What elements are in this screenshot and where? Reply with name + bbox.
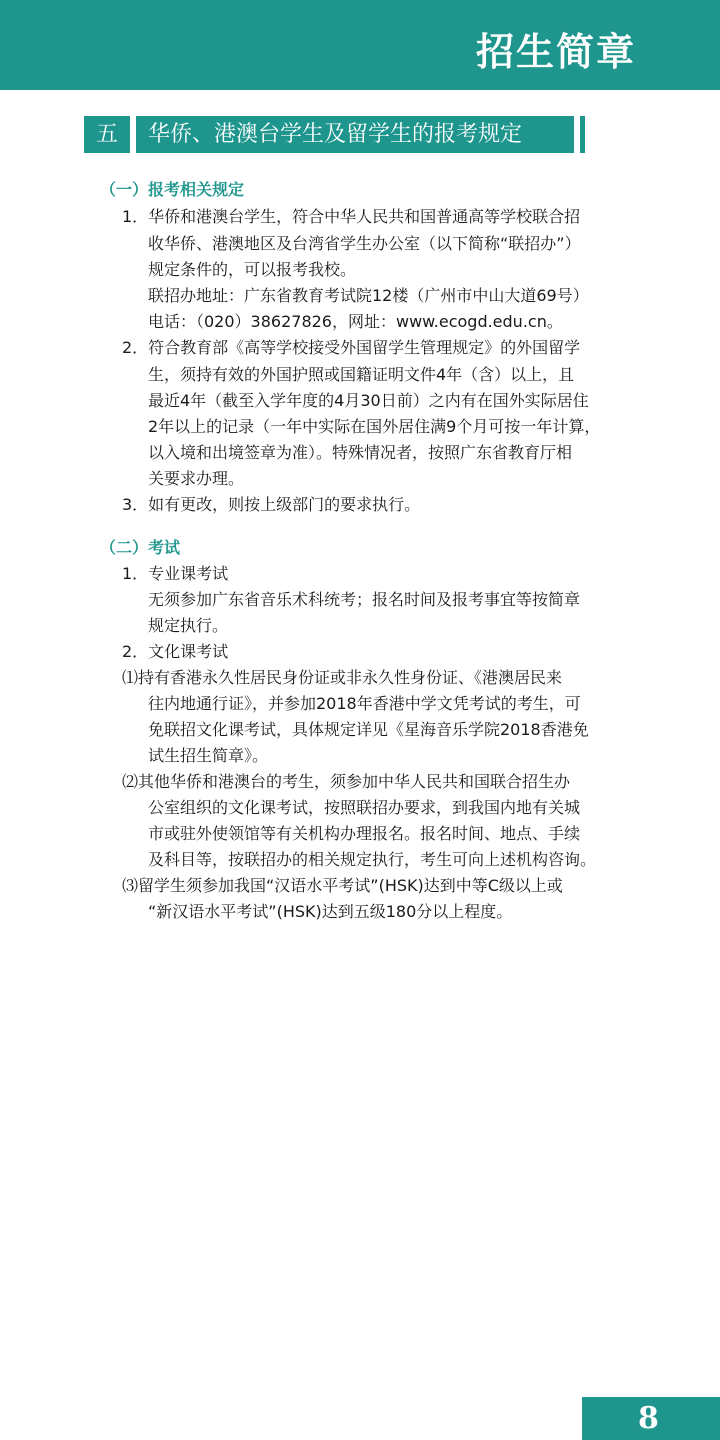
text-line: 免联招文化课考试，具体规定详见《星海音乐学院2018香港免 [148,720,589,739]
text-line: 电话：（020）38627826，网址：www.ecogd.edu.cn。 [148,312,563,331]
text-line: 1．专业课考试 [122,564,229,583]
subsection-heading-1: （一）报考相关规定 [100,180,245,199]
text-line: 2．符合教育部《高等学校接受外国留学生管理规定》的外国留学 [122,338,581,357]
section-title: 华侨、港澳台学生及留学生的报考规定 [136,116,574,153]
text-line: ⑶留学生须参加我国“汉语水平考试”(HSK)达到中等C级以上或 [122,876,563,895]
text-line: ⑵其他华侨和港澳台的考生，须参加中华人民共和国联合招生办 [122,772,571,791]
text-line: 2年以上的记录（一年中实际在国外居住满9个月可按一年计算， [148,417,601,436]
text-line: 往内地通行证》，并参加2018年香港中学文凭考试的考生，可 [148,694,581,713]
text-line: 生，须持有效的外国护照或国籍证明文件4年（含）以上，且 [148,365,575,384]
text-line: 规定执行。 [148,616,229,635]
text-line: 以入境和出境签章为准）。特殊情况者，按照广东省教育厅相 [148,443,573,462]
subsection-heading-2: （二）考试 [100,538,181,557]
text-line: 1．华侨和港澳台学生，符合中华人民共和国普通高等学校联合招 [122,207,581,226]
text-line: 公室组织的文化课考试，按照联招办要求，到我国内地有关城 [148,798,581,817]
text-line: 规定条件的，可以报考我校。 [148,260,357,279]
text-line: 及科目等，按联招办的相关规定执行，考生可向上述机构咨询。 [148,850,597,869]
text-line: 3．如有更改，则按上级部门的要求执行。 [122,495,421,514]
text-line: 无须参加广东省音乐术科统考；报名时间及报考事宜等按简章 [148,590,581,609]
text-line: 试生招生简章》。 [148,746,269,765]
text-line: 收华侨、港澳地区及台湾省学生办公室（以下简称“联招办”） [148,234,581,253]
text-line: ⑴持有香港永久性居民身份证或非永久性身份证、《港澳居民来 [122,668,563,687]
text-line: 最近4年（截至入学年度的4月30日前）之内有在国外实际居住 [148,391,589,410]
text-line: 市或驻外使领馆等有关机构办理报名。报名时间、地点、手续 [148,824,581,843]
page-number-box [582,1397,720,1440]
text-line: 关要求办理。 [148,469,245,488]
section-number: 五 [84,116,130,153]
text-line: “新汉语水平考试”(HSK)达到五级180分以上程度。 [148,902,513,921]
text-line: 联招办地址：广东省教育考试院12楼（广州市中山大道69号） [148,286,589,305]
header-bar [0,0,720,90]
brochure-title: 招生简章 [475,29,636,74]
text-line: 2．文化课考试 [122,642,229,661]
page-number: 8 [638,1401,659,1436]
section-accent-bar [580,116,585,153]
